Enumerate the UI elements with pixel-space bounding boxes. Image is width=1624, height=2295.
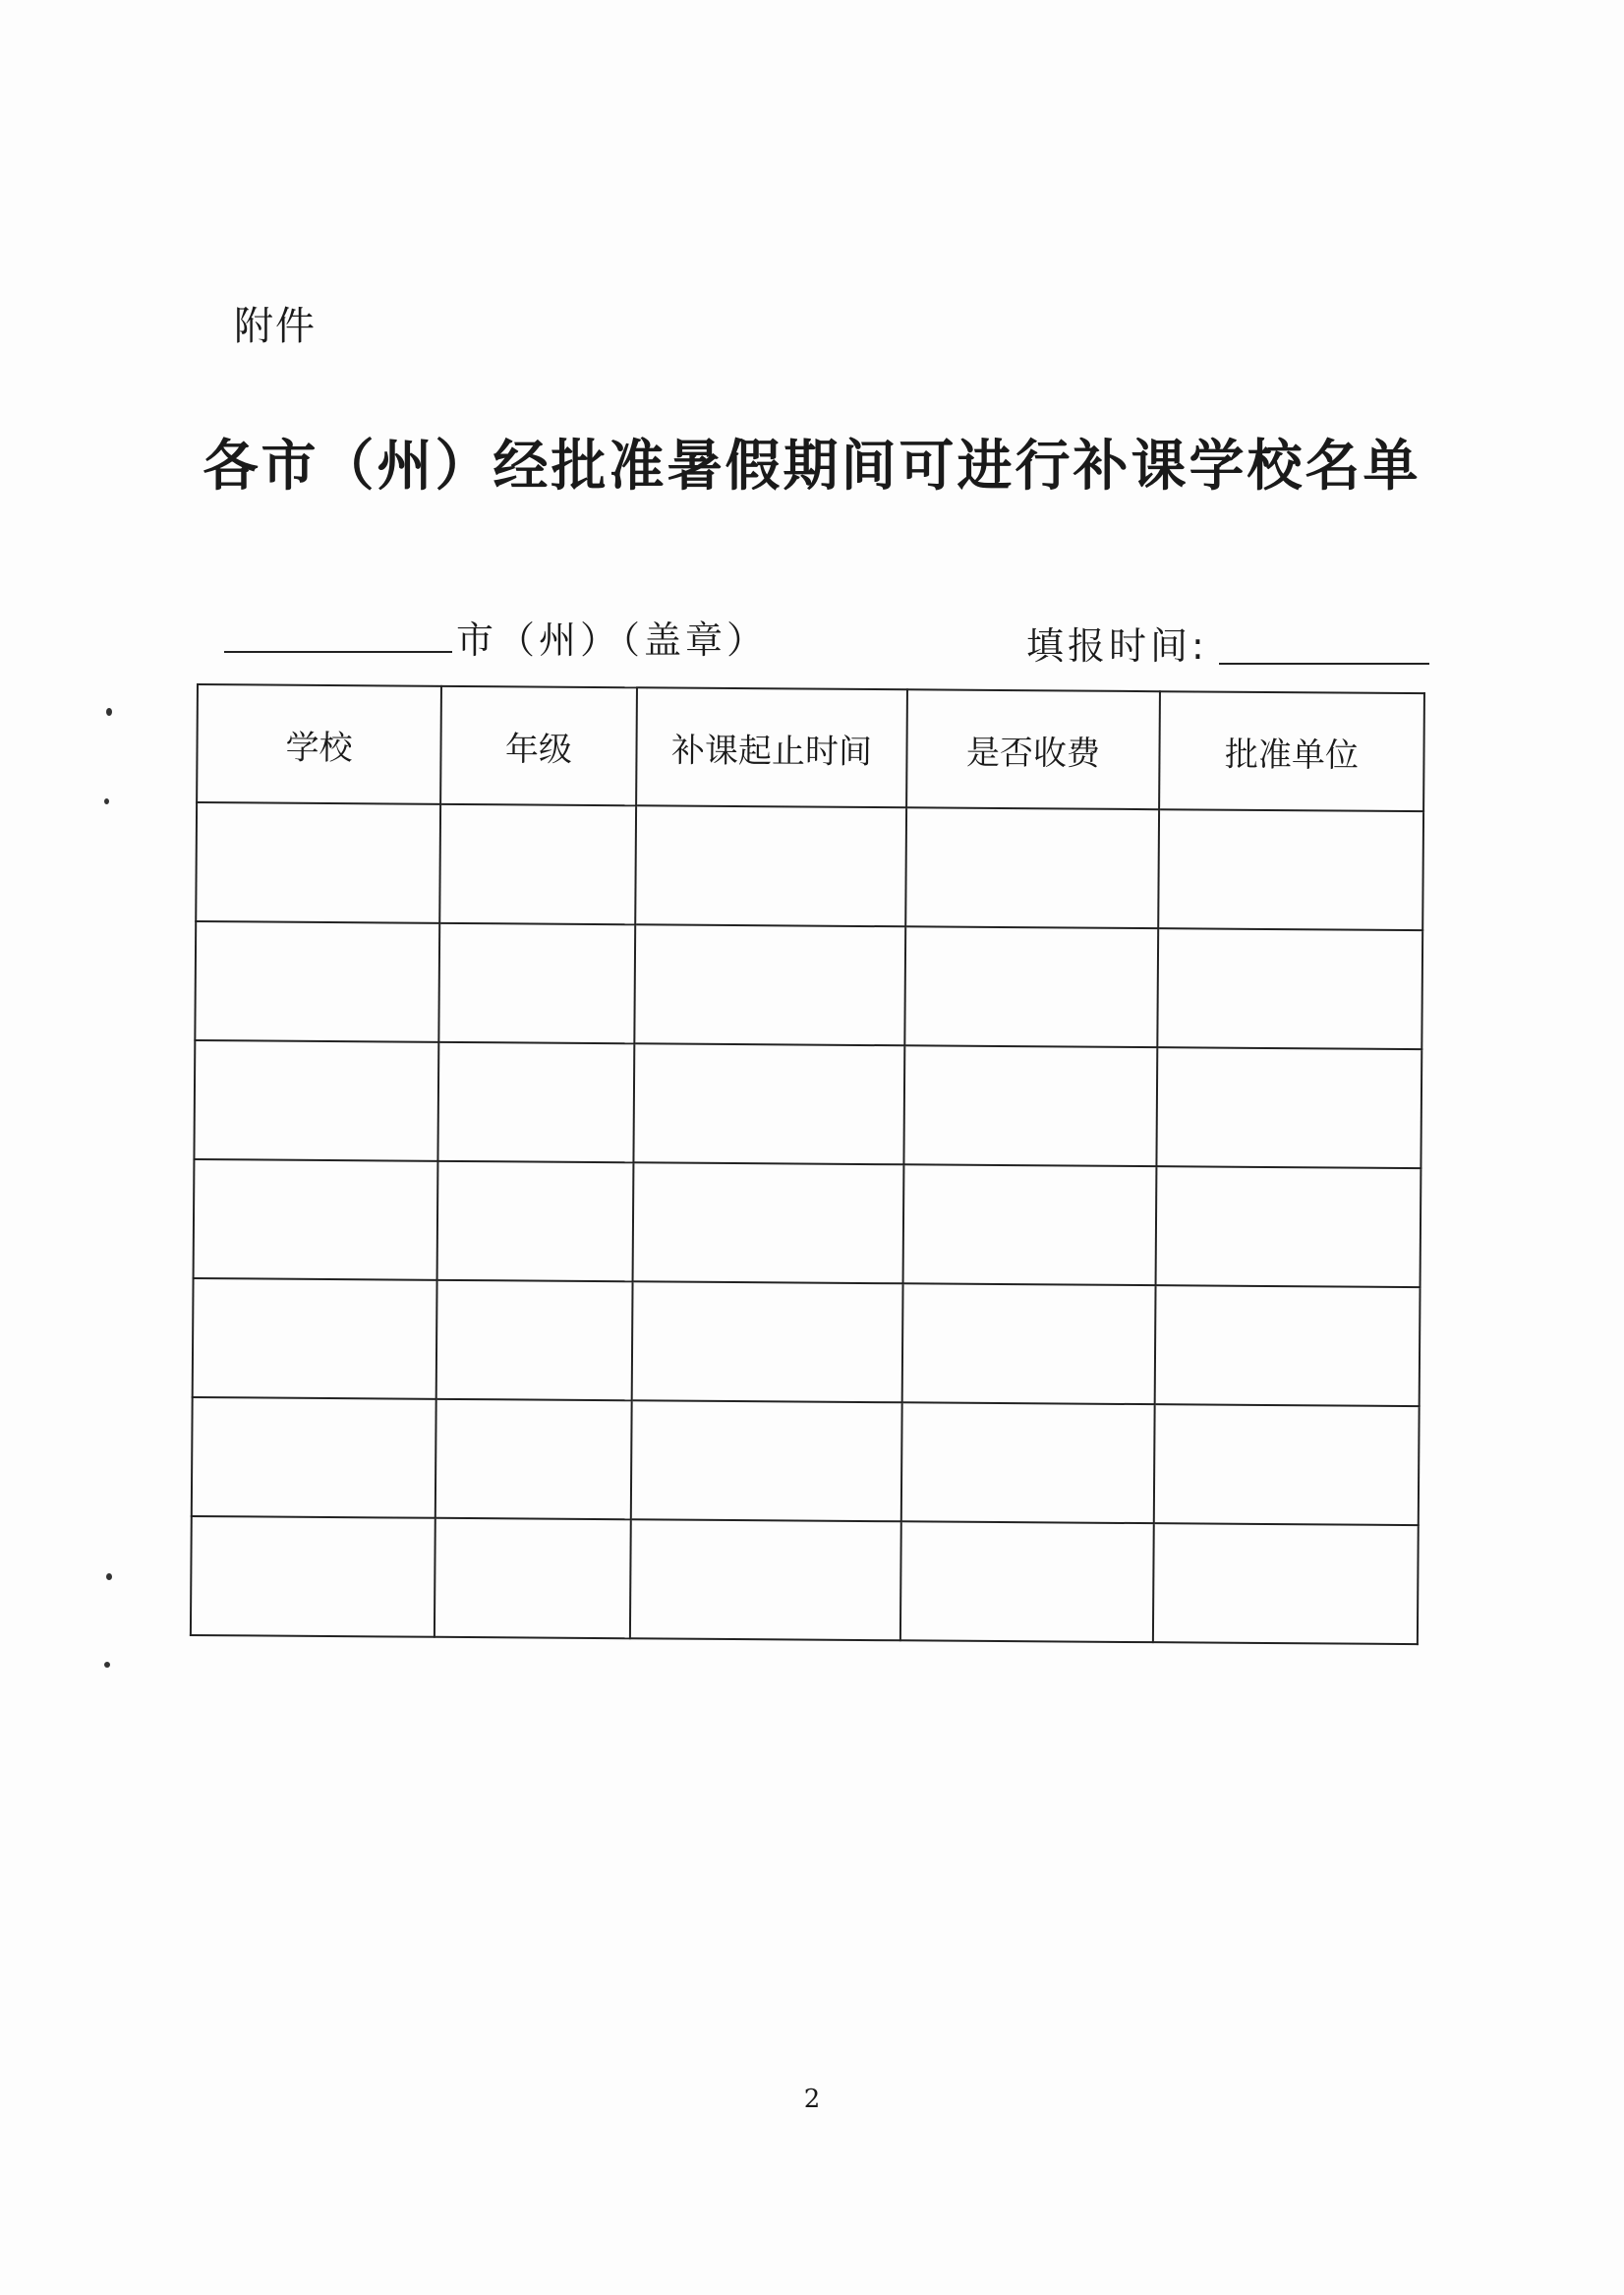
table-cell[interactable]: [1158, 809, 1423, 930]
table-cell[interactable]: [1157, 928, 1422, 1049]
table-cell[interactable]: [439, 804, 636, 924]
table-cell[interactable]: [196, 802, 440, 923]
table-header-row: [197, 684, 1424, 811]
table-cell[interactable]: [435, 1518, 631, 1638]
attachment-label: 附件: [234, 304, 317, 349]
document-title: 各市（州）经批准暑假期间可进行补课学校名单: [203, 434, 1421, 499]
column-header-fee: 是否收费: [906, 689, 1160, 809]
scan-speck: [106, 708, 112, 716]
table-cell[interactable]: [1156, 1166, 1421, 1287]
table-cell[interactable]: [905, 807, 1159, 928]
table-cell[interactable]: [192, 1397, 436, 1518]
table-cell[interactable]: [630, 1519, 901, 1640]
form-meta-row: [224, 608, 1431, 667]
column-header-school: 学校: [197, 684, 441, 804]
table-row: [196, 802, 1423, 930]
school-list-table: [190, 683, 1425, 1645]
column-header-grade: 年级: [440, 686, 637, 805]
table-cell[interactable]: [437, 1161, 634, 1281]
table-cell[interactable]: [901, 1402, 1155, 1523]
table-cell[interactable]: [436, 1280, 633, 1400]
table-cell[interactable]: [193, 1278, 437, 1399]
table-row: [195, 921, 1422, 1049]
table-cell[interactable]: [634, 924, 905, 1045]
table-cell[interactable]: [903, 1164, 1157, 1285]
table-cell[interactable]: [1154, 1404, 1420, 1525]
table-cell[interactable]: [633, 1043, 904, 1164]
column-header-approver: 批准单位: [1159, 691, 1424, 811]
page-number: 2: [803, 2085, 821, 2114]
table-cell[interactable]: [902, 1283, 1156, 1404]
table-cell[interactable]: [1155, 1285, 1421, 1406]
table-cell[interactable]: [631, 1400, 902, 1521]
table-cell[interactable]: [438, 923, 635, 1043]
table-cell[interactable]: [632, 1281, 903, 1402]
table-row: [192, 1397, 1420, 1525]
table-cell[interactable]: [195, 921, 439, 1042]
table-cell[interactable]: [1153, 1523, 1419, 1644]
scan-speck: [104, 1662, 110, 1668]
city-blank-line[interactable]: [224, 608, 452, 653]
scan-speck: [106, 1573, 112, 1580]
school-list-table-wrapper: [190, 683, 1423, 1645]
scan-speck: [104, 798, 109, 804]
city-stamp-label: 市（州）（盖章）: [456, 618, 769, 662]
column-header-period: 补课起止时间: [636, 687, 907, 807]
table-cell[interactable]: [194, 1040, 438, 1161]
table-cell[interactable]: [437, 1042, 634, 1162]
table-cell[interactable]: [194, 1159, 438, 1280]
table-cell[interactable]: [633, 1162, 904, 1283]
table-cell[interactable]: [1156, 1047, 1421, 1168]
table-row: [194, 1040, 1421, 1168]
table-row: [193, 1278, 1421, 1406]
table-cell[interactable]: [435, 1399, 632, 1519]
table-row: [194, 1159, 1421, 1287]
fill-time-label: 填报时间:: [1026, 624, 1208, 668]
table-cell[interactable]: [903, 1045, 1157, 1166]
table-cell[interactable]: [191, 1516, 435, 1637]
table-row: [191, 1516, 1419, 1644]
fill-time-blank-line[interactable]: [1219, 619, 1429, 665]
table-cell[interactable]: [904, 926, 1158, 1047]
table-cell[interactable]: [635, 805, 906, 926]
table-cell[interactable]: [900, 1521, 1154, 1642]
